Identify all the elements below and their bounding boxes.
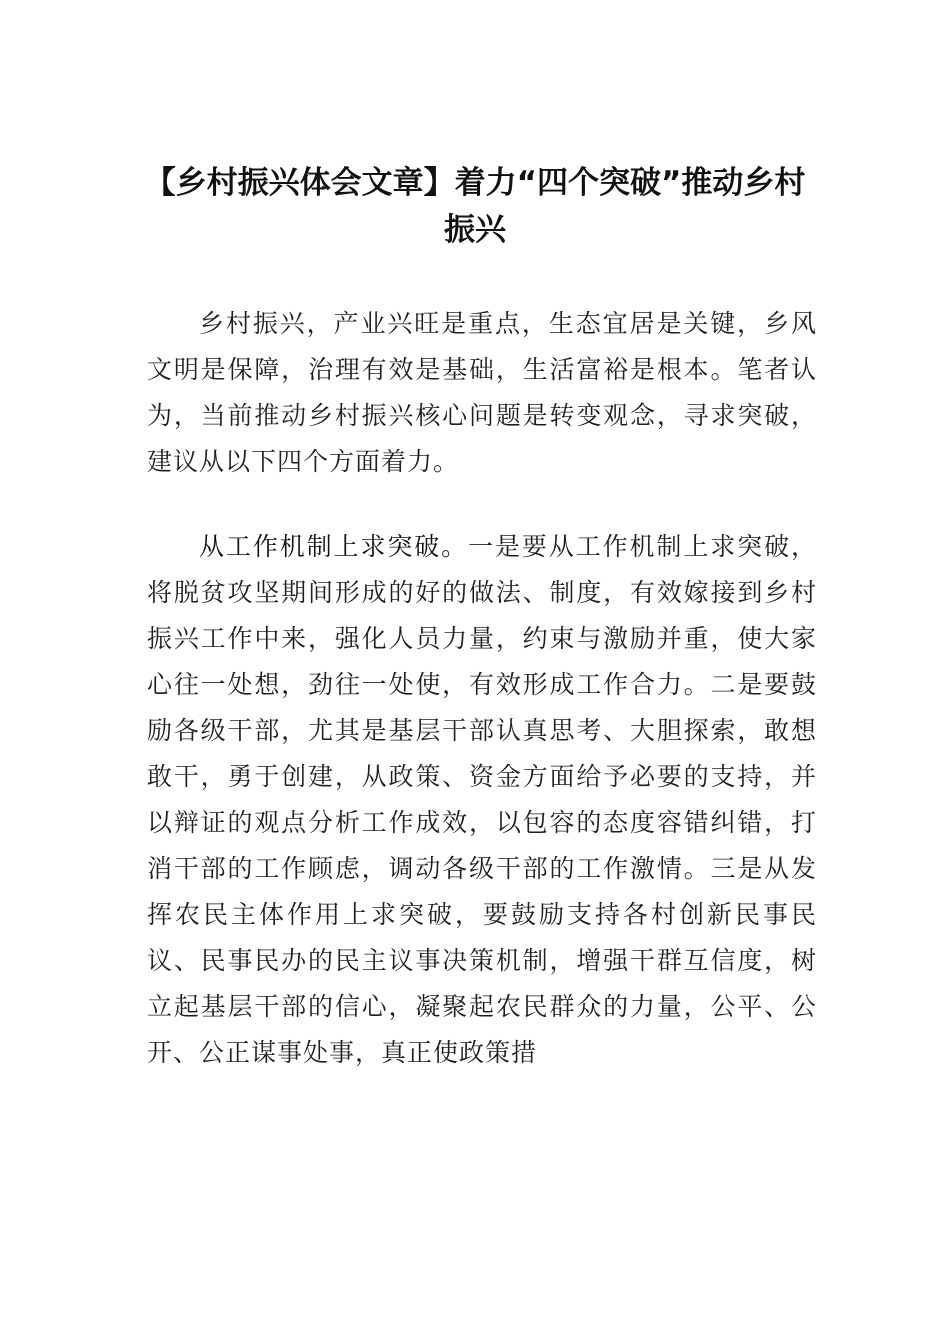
paragraph-text: 乡村振兴，产业兴旺是重点，生态宜居是关键，乡风文明是保障，治理有效是基础，生活富裕是根本。笔者认为，当前推动乡村振兴核心问题是转变观念，寻求突破，建议从以下四个方面着力。 — [147, 309, 817, 476]
document-title: 【乡村振兴体会文章】着力“四个突破”推动乡村振兴 — [144, 165, 806, 248]
intro-paragraph — [147, 301, 817, 485]
section-paragraph — [147, 524, 817, 1076]
paragraph-lead-heading: 从工作机制上求突破。 — [199, 532, 469, 561]
paragraph-text: 一是要从工作机制上求突破，将脱贫攻坚期间形成的好的做法、制度，有效嫁接到乡村振兴工作中来，强化人员力量，约束与激励并重，使大家心往一处想，劲往一处使，有效形成工作合力。二是要鼓励各级干部，尤其是基层干部认真思考、大胆探索，敢想敢干，勇于创建，从政策、资金方面给予必要的支持，并以辩证的观点分析工作成效，以包容的态度容错纠错，打消干部的工作顾虑，调动各级干部的工作激情。三是从发挥农民主体作用上求突破，要鼓励支持各村创新民事民议、民事民办的民主议事决策机制，增强干群互信度，树立起基层干部的信心，凝聚起农民群众的力量，公平、公开、公正谋事处事，真正使政策措 — [147, 532, 817, 1067]
